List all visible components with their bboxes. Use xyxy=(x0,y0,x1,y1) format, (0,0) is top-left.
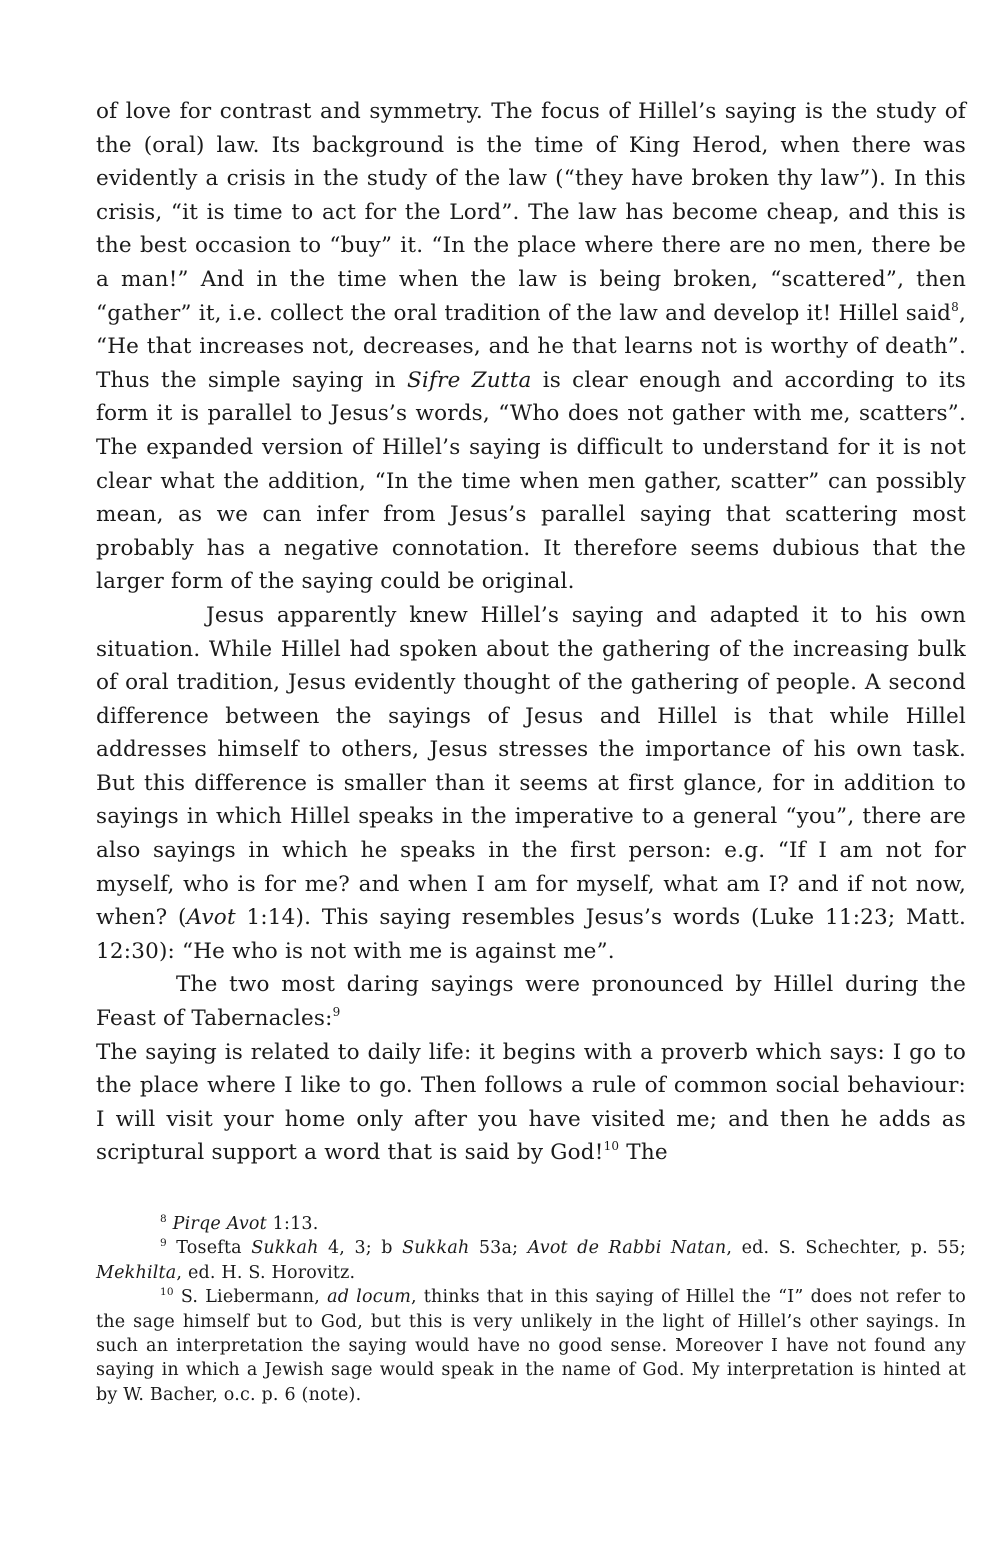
footnote-8-number: 8 xyxy=(160,1213,167,1225)
footnote-9-text-c: 53a; xyxy=(469,1238,528,1259)
paragraph-2-text-b: 1:14). This saying resembles Jesus’s words (Luke 11:23; Matt. 12:30): “He who is not with me is against me”. xyxy=(96,905,966,964)
paragraph-4-text-b: The xyxy=(619,1140,668,1166)
footnote-10-text-b: , thinks that in this saying of Hillel the “I” does not refer to the sage himself but to God, but this is very unlikely in the light of Hillel’s other sayings. In such an interpretation the saying would have no good sense. Moreover I have not found any saying in which a Jewish sage would speak in the name of God. My interpretation is hinted at by W. Bacher, o.c. p. 6 (note). xyxy=(96,1287,966,1405)
paragraph-4 xyxy=(96,1036,966,1170)
footnote-9-text-a: Tosefta xyxy=(166,1238,252,1259)
footnote-10-ad-locum: ad locum xyxy=(327,1287,411,1308)
footnote-ref-8: 8 xyxy=(951,299,959,314)
footnote-9-text-e: , ed. H. S. Horovitz. xyxy=(176,1262,356,1283)
footnote-10 xyxy=(96,1285,966,1407)
paragraph-3 xyxy=(96,968,966,1035)
paragraph-1-text-b: , “He that increases not, decreases, and he that learns not is worthy of death”. Thus the simple saying in xyxy=(96,300,966,393)
paragraph-1-text-a: of love for contrast and symmetry. The focus of Hillel’s saying is the study of the (oral) law. Its background is the time of King Herod, when there was evidently a crisis in the study of the law (“they have broken thy law”). In this crisis, “it is time to act for the Lord”. The law has become cheap, and this is the best occasion to “buy” it. “In the place where there are no men, there be a man!” And in the time when the law is being broken, “scattered”, then “gather” it, i.e. collect the oral tradition of the law and develop it! Hillel said xyxy=(96,99,966,326)
paragraph-2 xyxy=(96,599,966,969)
footnote-8-text: 1:13. xyxy=(266,1214,319,1234)
title-avot: Avot xyxy=(186,905,236,931)
footnote-9-title-3: Avot de Rabbi Natan xyxy=(527,1238,727,1259)
footnote-ref-10: 10 xyxy=(603,1139,620,1154)
footnote-9-title-1: Sukkah xyxy=(251,1238,319,1259)
footnote-ref-9: 9 xyxy=(332,1005,341,1020)
paragraph-3-text: The two most daring sayings were pronounced by Hillel during the Feast of Tabernacles: xyxy=(96,972,966,1032)
footnote-10-number: 10 xyxy=(160,1286,174,1299)
main-text xyxy=(96,95,966,1170)
footnotes xyxy=(96,1212,966,1407)
paragraph-1-text-c: is clear enough and according to its form it is parallel to Jesus’s words, “Who does not gather with me, scatters”. The expanded version of Hillel’s saying is difficult to understand for it is not clear what the addition, “In the time when men gather, scatter” can possibly mean, as we can infer from Jesus’s parallel saying that scattering most probably has a negative connotation. It therefore seems dubious that the larger form of the saying could be original. xyxy=(96,367,966,595)
footnote-9-number: 9 xyxy=(160,1237,167,1250)
paragraph-4-text-a: The saying is related to daily life: it begins with a proverb which says: I go to the place where I like to go. Then follows a rule of common social behaviour: I will visit your home only after you have visited me; and then he adds as scriptural support a word that is said by God! xyxy=(96,1039,966,1166)
title-sifre-zutta: Sifre Zutta xyxy=(406,367,532,393)
footnote-9-title-2: Sukkah xyxy=(402,1238,470,1259)
footnote-9-text-b: 4, 3; b xyxy=(318,1238,403,1259)
footnote-10-text-a: S. Liebermann, xyxy=(173,1287,328,1308)
paragraph-2-text-a: Jesus apparently knew Hillel’s saying and adapted it to his own situation. While Hillel had spoken about the gathering of the increasing bulk of oral tradition, Jesus evidently thought of the gathering of people. A second difference between the sayings of Jesus and Hillel is that while Hillel addresses himself to others, Jesus stresses the importance of his own task. But this difference is smaller than it seems at first glance, for in addition to sayings in which Hillel speaks in the imperative to a general “you”, there are also sayings in which he speaks in the first person: e.g. “If I am not for myself, who is for me? and when I am for myself, what am I? and if not now, when? ( xyxy=(96,602,966,931)
footnote-8 xyxy=(96,1212,966,1236)
paragraph-1 xyxy=(96,95,966,599)
footnote-9 xyxy=(96,1236,966,1285)
footnote-8-title: Pirqe Avot xyxy=(172,1214,267,1234)
footnote-9-text-d: , ed. S. Schechter, p. 55; xyxy=(726,1238,966,1259)
footnote-9-title-4: Mekhilta xyxy=(96,1262,177,1283)
